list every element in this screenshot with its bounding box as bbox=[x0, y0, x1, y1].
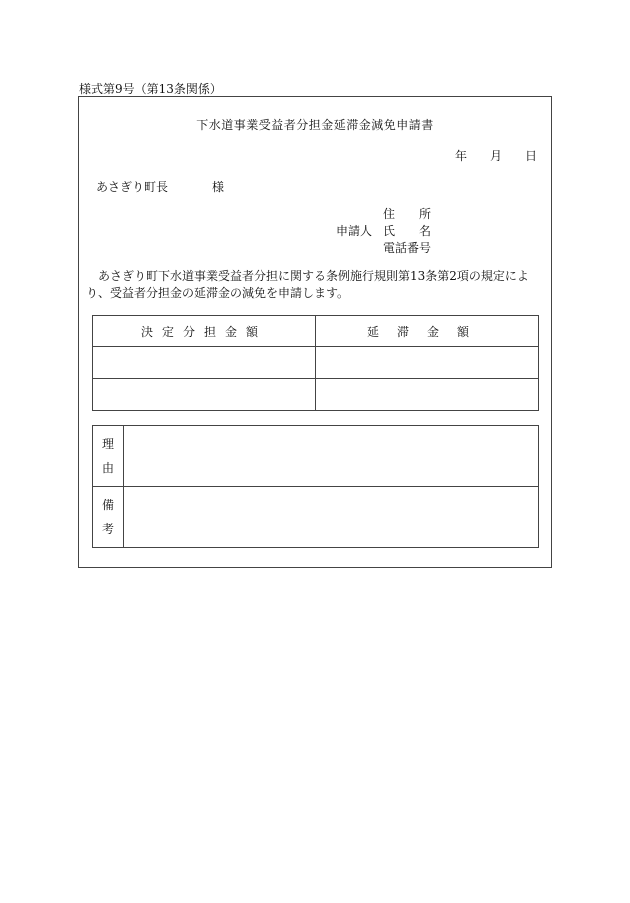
remarks-label: 備 考 bbox=[93, 487, 124, 548]
notes-table bbox=[92, 425, 539, 548]
applicant-role-label: 申請人 bbox=[336, 224, 373, 238]
applicant-address-label: 住 所 bbox=[383, 207, 432, 221]
application-statement: あさぎり町下水道事業受益者分担に関する条例施行規則第13条第2項の規定により、受益者分担金の延滞金の減免を申請します。 bbox=[86, 269, 529, 300]
reason-field[interactable] bbox=[124, 426, 539, 487]
applicant-name-label: 氏 名 bbox=[383, 224, 432, 238]
addressee: あさぎり町長 bbox=[96, 180, 169, 194]
honorific: 様 bbox=[212, 180, 225, 194]
amount-table bbox=[92, 315, 539, 411]
form-number: 様式第9号（第13条関係） bbox=[79, 82, 222, 96]
decided-amount-header: 決定分担金額 bbox=[93, 316, 316, 347]
remarks-field[interactable] bbox=[124, 487, 539, 548]
applicant-phone-label: 電話番号 bbox=[383, 241, 432, 255]
late-fee-header: 延滞金額 bbox=[316, 316, 539, 347]
date-day-label: 日 bbox=[525, 149, 538, 163]
date-month-label: 月 bbox=[490, 149, 503, 163]
decided-amount-cell[interactable] bbox=[93, 347, 316, 379]
reason-label: 理 由 bbox=[93, 426, 124, 487]
decided-amount-cell[interactable] bbox=[93, 379, 316, 411]
date-year-label: 年 bbox=[455, 149, 468, 163]
late-fee-cell[interactable] bbox=[316, 347, 539, 379]
form-title: 下水道事業受益者分担金延滞金減免申請書 bbox=[196, 118, 434, 132]
late-fee-cell[interactable] bbox=[316, 379, 539, 411]
